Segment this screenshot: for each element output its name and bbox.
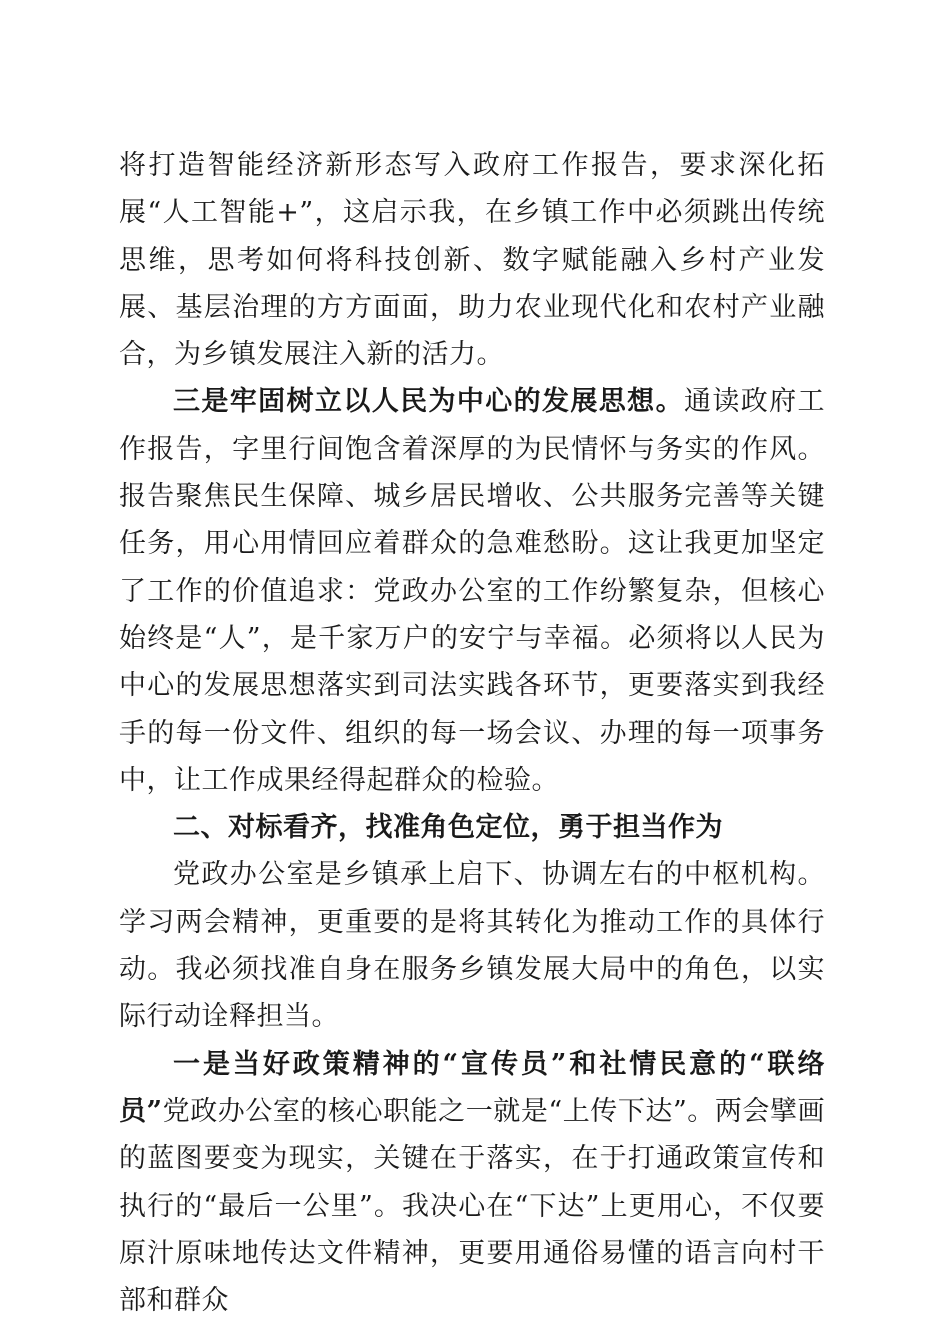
paragraph-lead: 三是牢固树立以人民为中心的发展思想。 [173,386,684,418]
section-heading-2 [119,804,825,851]
paragraph-text: 通读政府工作报告，字里行间饱含着深厚的为民情怀与务实的作风。报告聚焦民生保障、城乡居民增收、公共服务完善等关键任务，用心用情回应着群众的急难愁盼。这让我更加坚定了工作的价值追求：党政办公室的工作纷繁复杂，但核心始终是“人”，是千家万户的安宁与幸福。必须将以人民为中心的发展思想落实到司法实践各环节，更要落实到我经手的每一份文件、组织的每一场会议、办理的每一项事务中，让工作成果经得起群众的检验。 [119,386,826,796]
paragraph-text: 将打造智能经济新形态写入政府工作报告，要求深化拓展“人工智能+”，这启示我，在乡镇工作中必须跳出传统思维，思考如何将科技创新、数字赋能融入乡村产业发展、基层治理的方方面面，助力农业现代化和农村产业融合，为乡镇发展注入新的活力。 [119,150,825,371]
paragraph-publicist-liaison [119,1041,825,1325]
paragraph-text: 党政办公室是乡镇承上启下、协调左右的中枢机构。学习两会精神，更重要的是将其转化为推动工作的具体行动。我必须找准自身在服务乡镇发展大局中的角色，以实际行动诠释担当。 [119,859,825,1033]
paragraph-people-centered [119,378,825,804]
section-heading-text: 二、对标看齐，找准角色定位，勇于担当作为 [173,812,723,844]
paragraph-text: 党政办公室的核心职能之一就是“上传下达”。两会擘画的蓝图要变为现实，关键在于落实，在于打通政策宣传和执行的“最后一公里”。我决心在“下达”上更用心，不仅要原汁原味地传达文件精神，更要用通俗易懂的语言向村干部和群众 [119,1095,826,1317]
paragraph-ai-plus [119,142,825,378]
paragraph-lead: 一是当好政策精神的“宣传员”和社情民意的“联络员” [119,1048,825,1127]
paragraph-office-role [119,851,825,1040]
document-body [119,142,825,1324]
